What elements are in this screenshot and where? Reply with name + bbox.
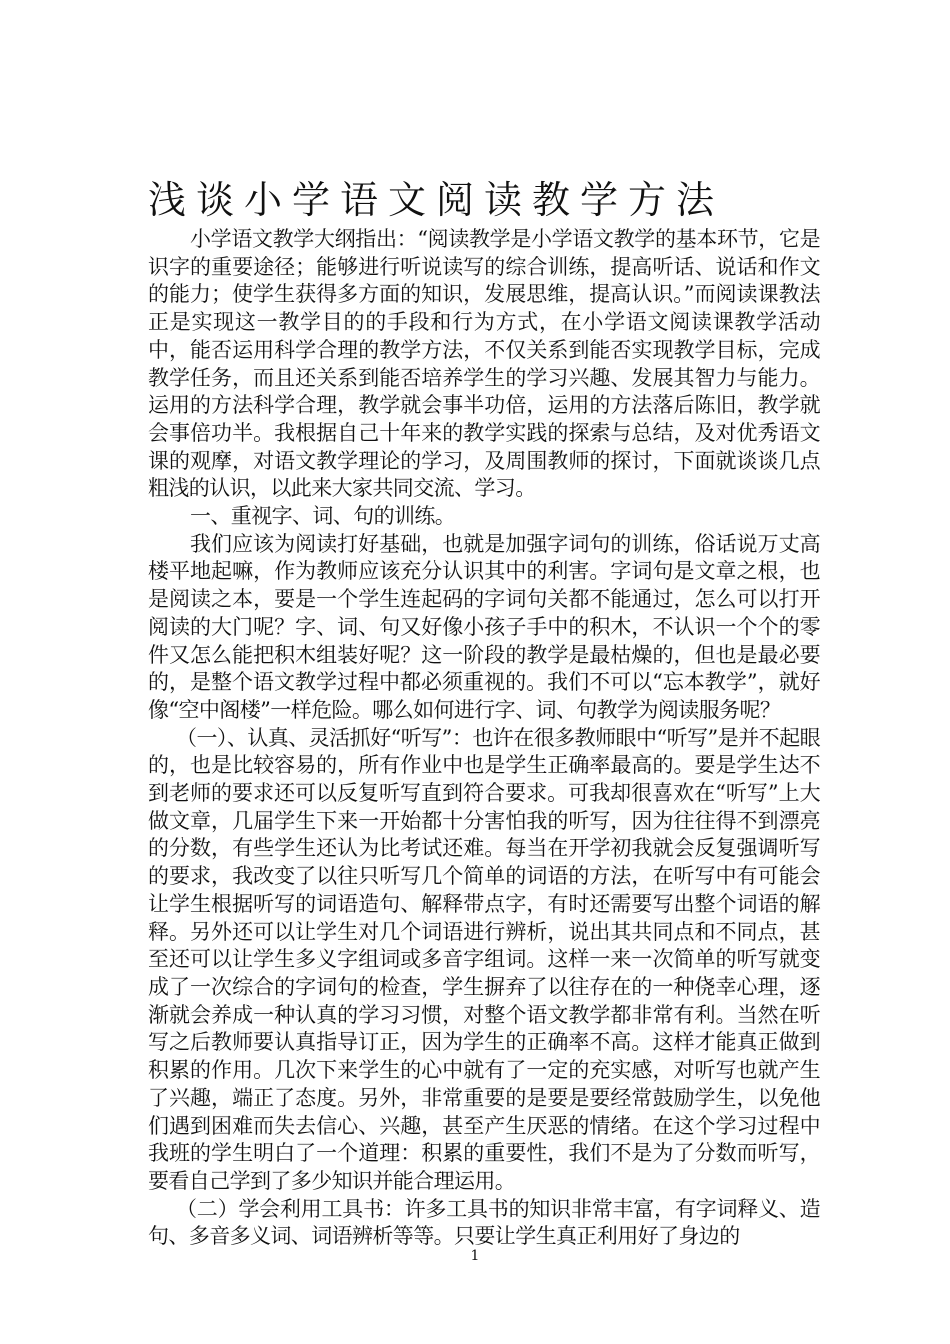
page-number: 1 <box>470 1248 480 1264</box>
section-heading-1: 一、重视字、词、句的训练。 <box>190 504 456 529</box>
document-title: 浅谈小学语文阅读教学方法 <box>148 178 725 222</box>
section-1-paragraph: 我们应该为阅读打好基础，也就是加强字词句的训练，俗话说万丈高楼平地起嘛，作为教师应该充分认识其中的利害。字词句是文章之根，也是阅读之本，要是一个学生连起码的字词句关都不能通过，怎么可以打开阅读的大门呢？字、词、句又好像小孩子手中的积木，不认识一个个的零件又怎么能把积木组装好呢？这一阶段的教学是最枯燥的，但也是最必要的，是整个语文教学过程中都必须重视的。我们不可以“忘本教学”，就好像“空中阁楼”一样危险。哪么如何进行字、词、句教学为阅读服务呢？ <box>148 531 820 722</box>
intro-paragraph: 小学语文教学大纲指出：“阅读教学是小学语文教学的基本环节，它是识字的重要途径；能够进行听说读写的综合训练，提高听话、说话和作文的能力；使学生获得多方面的知识，发展思维，提高认识。”而阅读课教法正是实现这一教学目的的手段和行为方式，在小学语文阅读课教学活动中，能否运用科学合理的教学方法，不仅关系到能否实现教学目标，完成教学任务，而且还关系到能否培养学生的学习兴趣、发展其智力与能力。运用的方法科学合理，教学就会事半功倍，运用的方法落后陈旧，教学就会事倍功半。我根据自己十年来的教学实践的探索与总结，及对优秀语文课的观摩，对语文教学理论的学习，及周围教师的探讨，下面就谈谈几点粗浅的认识，以此来大家共同交流、学习。 <box>148 227 820 501</box>
subsection-2-paragraph: （二）学会利用工具书：许多工具书的知识非常丰富，有字词释义、造句、多音多义词、词语辨析等等。只要让学生真正利用好了身边的 <box>148 1196 820 1249</box>
document-body <box>148 226 820 1251</box>
subsection-1-paragraph: （一）、认真、灵活抓好“听写”：也许在很多教师眼中“听写”是并不起眼的，也是比较容易的，所有作业中也是学生正确率最高的。要是学生达不到老师的要求还可以反复听写直到符合要求。可我却很喜欢在“听写”上大做文章，几届学生下来一开始都十分害怕我的听写，因为往往得不到漂亮的分数，有些学生还认为比考试还难。每当在开学初我就会反复强调听写的要求，我改变了以往只听写几个简单的词语的方法，在听写中有可能会让学生根据听写的词语造句、解释带点字，有时还需要写出整个词语的解释。另外还可以让学生对几个词语进行辨析，说出其共同点和不同点，甚至还可以让学生多义字组词或多音字组词。这样一来一次简单的听写就变成了一次综合的字词句的检查，学生摒弃了以往存在的一种侥幸心理，逐渐就会养成一种认真的学习习惯，对整个语文教学都非常有利。当然在听写之后教师要认真指导订正，因为学生的正确率不高。这样才能真正做到积累的作用。几次下来学生的心中就有了一定的充实感，对听写也就产生了兴趣，端正了态度。另外，非常重要的是要是要经常鼓励学生，以免他们遇到困难而失去信心、兴趣，甚至产生厌恶的情绪。在这个学习过程中我班的学生明白了一个道理：积累的重要性，我们不是为了分数而听写，要看自己学到了多少知识并能合理运用。 <box>148 725 820 1193</box>
